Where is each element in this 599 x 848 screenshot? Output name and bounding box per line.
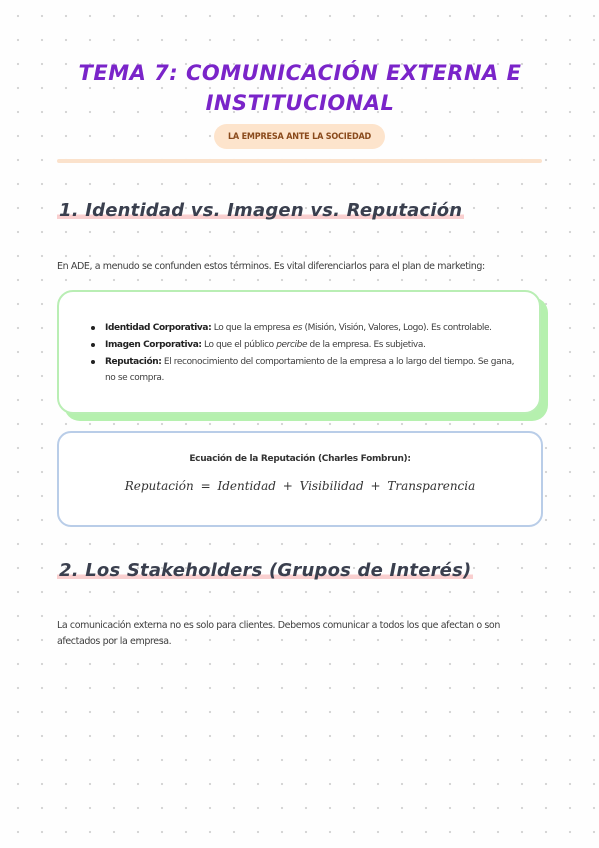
definition-text: Lo que el público: [201, 340, 277, 350]
definition-text: (Misión, Visión, Valores, Logo). Es controlable.: [302, 323, 492, 333]
equation-term: Reputación: [124, 479, 194, 493]
equation-card: [57, 431, 543, 527]
list-item: [89, 354, 524, 386]
equation-term: Visibilidad: [299, 479, 364, 493]
emphasis-text: es: [292, 323, 303, 333]
section-2-heading: 2. Los Stakeholders (Grupos de Interés): [59, 560, 472, 581]
list-item: [89, 337, 524, 353]
term-label: Identidad Corporativa:: [105, 323, 212, 333]
subtitle-badge: LA EMPRESA ANTE LA SOCIEDAD: [214, 124, 385, 149]
equation-term: Transparencia: [387, 479, 476, 493]
emphasis-text: percibe: [276, 340, 308, 350]
equation-operator: =: [200, 479, 211, 493]
definition-text: Lo que la empresa: [211, 323, 293, 333]
equation-label: Ecuación de la Reputación (Charles Fombrun):: [189, 454, 411, 464]
definitions-list: [89, 320, 524, 387]
equation-operator: +: [282, 479, 293, 493]
equation-operator: +: [370, 479, 381, 493]
definitions-card: [57, 290, 541, 414]
section-2-intro: La comunicación externa no es solo para clientes. Debemos comunicar a todos los que afectan o son afectados por la empresa.: [57, 620, 500, 647]
title-divider: [57, 159, 542, 163]
equation-formula: [59, 479, 541, 493]
definition-text: de la empresa. Es subjetiva.: [307, 340, 426, 350]
section-1-heading: 1. Identidad vs. Imagen vs. Reputación: [59, 200, 463, 221]
list-item: [89, 320, 524, 336]
definition-text: El reconocimiento del comportamiento de la empresa a lo largo del tiempo. Se gana, no se compra.: [105, 357, 515, 383]
term-label: Imagen Corporativa:: [105, 340, 202, 350]
equation-term: Identidad: [217, 479, 276, 493]
section-1-intro: En ADE, a menudo se confunden estos términos. Es vital diferenciarlos para el plan de marketing:: [57, 261, 485, 272]
page-title: TEMA 7: COMUNICACIÓN EXTERNA E INSTITUCIONAL: [78, 61, 522, 115]
term-label: Reputación:: [105, 357, 162, 367]
